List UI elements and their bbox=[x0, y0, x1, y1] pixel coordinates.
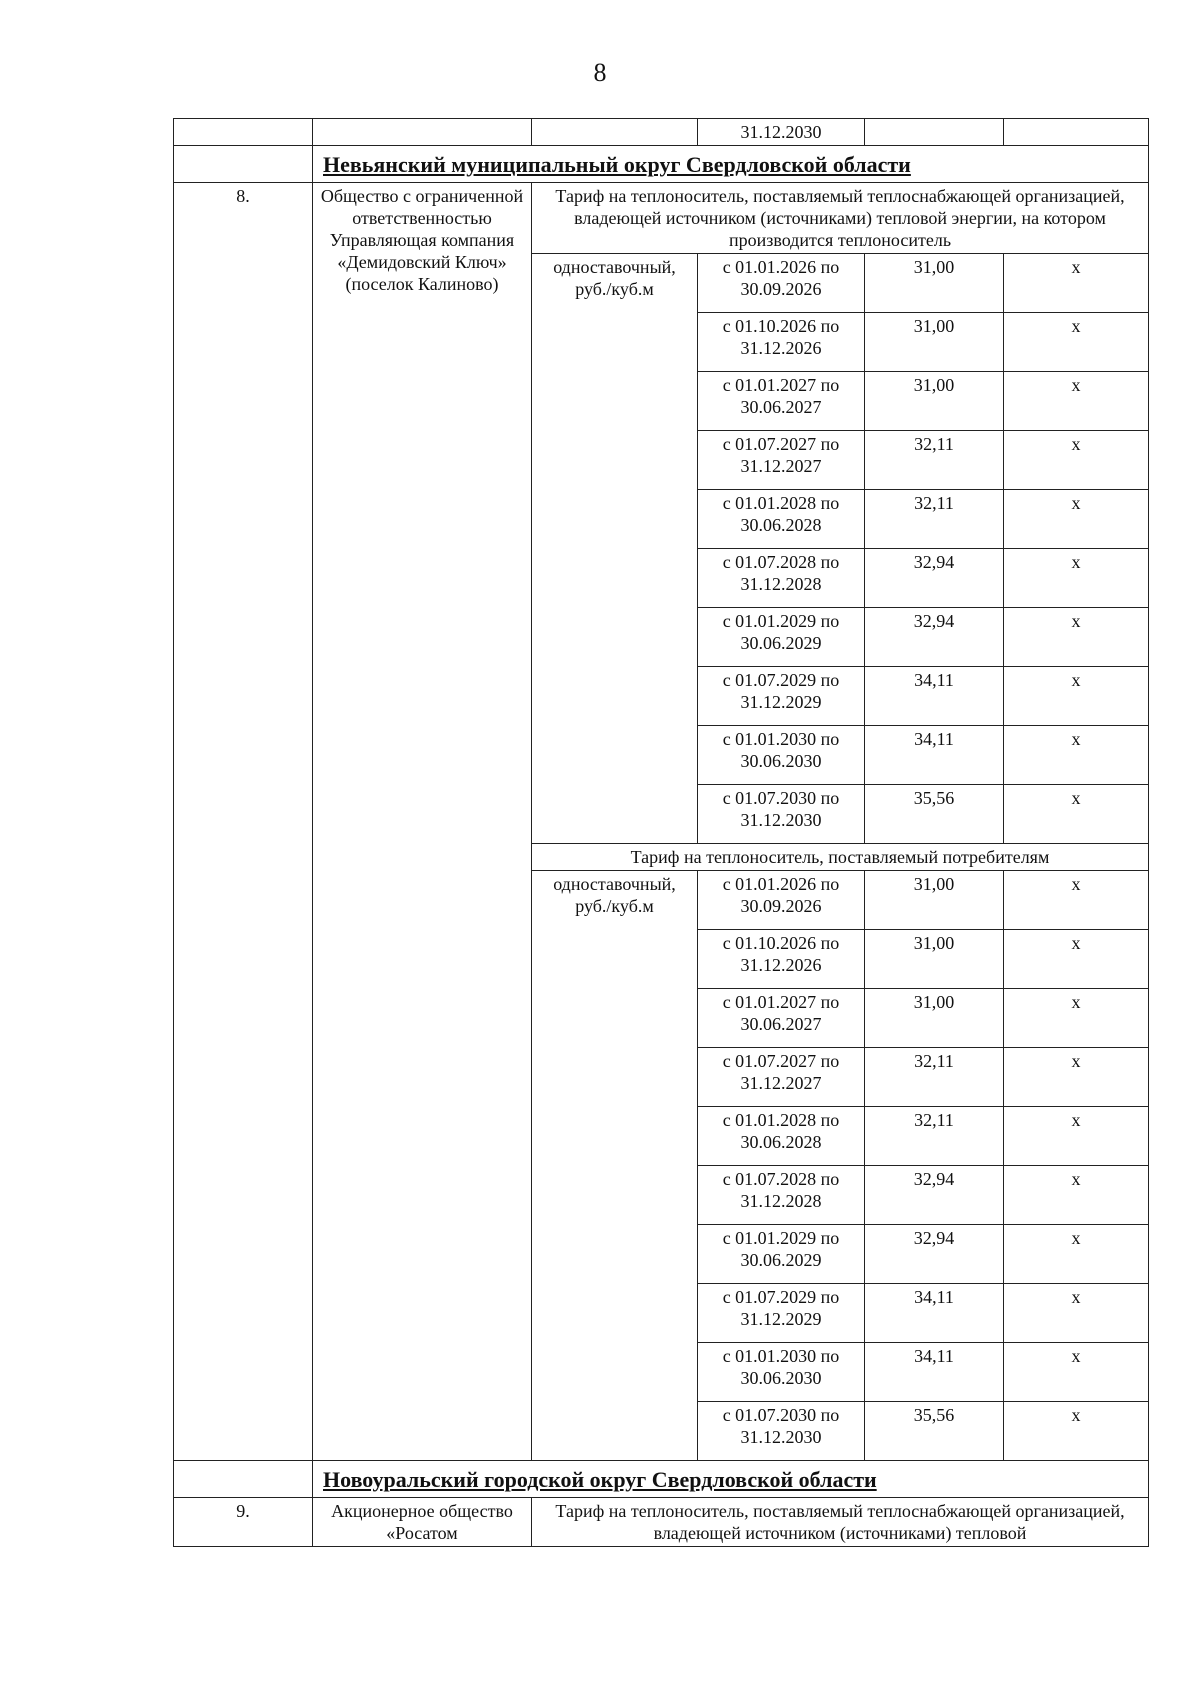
tariff-value: 32,94 bbox=[865, 608, 1004, 667]
tariff-value: 35,56 bbox=[865, 785, 1004, 844]
period-cell: с 01.01.2028 по 30.06.2028 bbox=[698, 490, 865, 549]
other-value: х bbox=[1004, 1048, 1149, 1107]
empty-cell bbox=[174, 1461, 313, 1498]
period-cell: с 01.01.2030 по 30.06.2030 bbox=[698, 1343, 865, 1402]
period-cell: с 01.07.2028 по 31.12.2028 bbox=[698, 549, 865, 608]
empty-cell bbox=[313, 119, 532, 146]
period-cell: с 01.01.2026 по 30.09.2026 bbox=[698, 871, 865, 930]
period-cell: с 01.07.2027 по 31.12.2027 bbox=[698, 431, 865, 490]
period-cell: с 01.07.2029 по 31.12.2029 bbox=[698, 667, 865, 726]
entry-row bbox=[174, 1498, 1149, 1547]
other-value: х bbox=[1004, 1402, 1149, 1461]
empty-cell bbox=[532, 119, 698, 146]
period-cell: с 01.07.2028 по 31.12.2028 bbox=[698, 1166, 865, 1225]
other-value: х bbox=[1004, 313, 1149, 372]
other-value: х bbox=[1004, 608, 1149, 667]
tariff-value: 35,56 bbox=[865, 1402, 1004, 1461]
region-row bbox=[174, 1461, 1149, 1498]
period-cell: 31.12.2030 bbox=[698, 119, 865, 146]
period-cell: с 01.01.2027 по 30.06.2027 bbox=[698, 989, 865, 1048]
other-value: х bbox=[1004, 1225, 1149, 1284]
other-value: х bbox=[1004, 785, 1149, 844]
organization-name: Общество с ограниченной ответственностью Управляющая компания «Демидовский Ключ» (поселок Калиново) bbox=[313, 183, 532, 1461]
tariff-group-title: Тариф на теплоноситель, поставляемый потребителям bbox=[532, 844, 1149, 871]
tariff-value: 31,00 bbox=[865, 254, 1004, 313]
rate-type: одноставочный, руб./куб.м bbox=[532, 254, 698, 844]
entry-number: 8. bbox=[174, 183, 313, 1461]
period-cell: с 01.07.2030 по 31.12.2030 bbox=[698, 1402, 865, 1461]
tariff-value: 31,00 bbox=[865, 372, 1004, 431]
tariff-group-title: Тариф на теплоноситель, поставляемый теплоснабжающей организацией, владеющей источником (источниками) тепловой bbox=[532, 1498, 1149, 1547]
other-value: х bbox=[1004, 254, 1149, 313]
other-value: х bbox=[1004, 549, 1149, 608]
tariff-value: 32,94 bbox=[865, 1225, 1004, 1284]
tariff-value: 32,11 bbox=[865, 1048, 1004, 1107]
period-cell: с 01.01.2027 по 30.06.2027 bbox=[698, 372, 865, 431]
period-cell: с 01.01.2026 по 30.09.2026 bbox=[698, 254, 865, 313]
period-cell: с 01.07.2030 по 31.12.2030 bbox=[698, 785, 865, 844]
period-cell: с 01.01.2028 по 30.06.2028 bbox=[698, 1107, 865, 1166]
empty-cell bbox=[1004, 119, 1149, 146]
tariff-value: 32,11 bbox=[865, 490, 1004, 549]
period-cell: с 01.01.2029 по 30.06.2029 bbox=[698, 608, 865, 667]
region-heading: Невьянский муниципальный округ Свердловской области bbox=[313, 146, 1149, 183]
other-value: х bbox=[1004, 930, 1149, 989]
other-value: х bbox=[1004, 726, 1149, 785]
tariff-value: 31,00 bbox=[865, 871, 1004, 930]
tariff-value: 34,11 bbox=[865, 1343, 1004, 1402]
tariff-value: 34,11 bbox=[865, 667, 1004, 726]
tariff-group-title: Тариф на теплоноситель, поставляемый теплоснабжающей организацией, владеющей источником (источниками) тепловой энергии, на котором производится теплоноситель bbox=[532, 183, 1149, 254]
empty-cell bbox=[174, 146, 313, 183]
period-cell: с 01.01.2030 по 30.06.2030 bbox=[698, 726, 865, 785]
period-cell: с 01.01.2029 по 30.06.2029 bbox=[698, 1225, 865, 1284]
region-row bbox=[174, 146, 1149, 183]
tariff-value: 32,94 bbox=[865, 549, 1004, 608]
region-heading: Новоуральский городской округ Свердловской области bbox=[313, 1461, 1149, 1498]
period-cell: с 01.10.2026 по 31.12.2026 bbox=[698, 313, 865, 372]
other-value: х bbox=[1004, 1107, 1149, 1166]
tariff-value: 31,00 bbox=[865, 989, 1004, 1048]
page-number: 8 bbox=[593, 58, 607, 87]
other-value: х bbox=[1004, 1166, 1149, 1225]
empty-cell bbox=[174, 119, 313, 146]
other-value: х bbox=[1004, 871, 1149, 930]
other-value: х bbox=[1004, 667, 1149, 726]
tariff-table bbox=[173, 118, 1149, 1547]
other-value: х bbox=[1004, 490, 1149, 549]
other-value: х bbox=[1004, 1343, 1149, 1402]
tariff-value: 32,94 bbox=[865, 1166, 1004, 1225]
tariff-value: 31,00 bbox=[865, 313, 1004, 372]
entry-number: 9. bbox=[174, 1498, 313, 1547]
tariff-value: 32,11 bbox=[865, 1107, 1004, 1166]
other-value: х bbox=[1004, 431, 1149, 490]
tariff-value: 34,11 bbox=[865, 726, 1004, 785]
period-cell: с 01.07.2027 по 31.12.2027 bbox=[698, 1048, 865, 1107]
tariff-value: 31,00 bbox=[865, 930, 1004, 989]
tariff-value: 34,11 bbox=[865, 1284, 1004, 1343]
empty-cell bbox=[865, 119, 1004, 146]
other-value: х bbox=[1004, 989, 1149, 1048]
other-value: х bbox=[1004, 1284, 1149, 1343]
period-cell: с 01.10.2026 по 31.12.2026 bbox=[698, 930, 865, 989]
other-value: х bbox=[1004, 372, 1149, 431]
rate-type: одноставочный, руб./куб.м bbox=[532, 871, 698, 1461]
organization-name: Акционерное общество «Росатом bbox=[313, 1498, 532, 1547]
period-cell: с 01.07.2029 по 31.12.2029 bbox=[698, 1284, 865, 1343]
tariff-value: 32,11 bbox=[865, 431, 1004, 490]
tariff-group-title-row bbox=[174, 183, 1149, 254]
top-continuation-row bbox=[174, 119, 1149, 146]
